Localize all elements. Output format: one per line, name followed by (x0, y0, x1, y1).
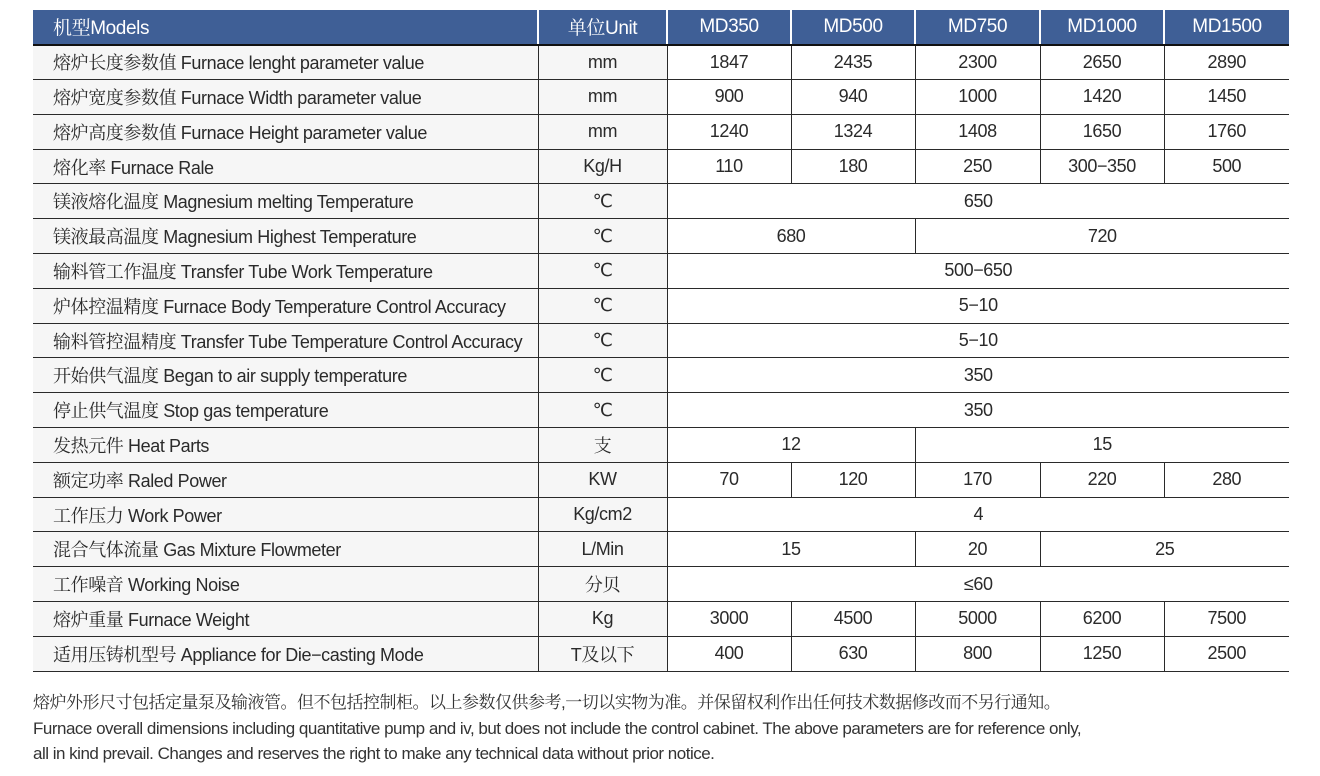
value-cell: 180 (791, 149, 915, 184)
row-label: 熔炉高度参数值 Furnace Height parameter value (33, 114, 538, 149)
value-cell: 1408 (915, 114, 1040, 149)
row-unit: ℃ (538, 358, 667, 393)
header-model-md1500: MD1500 (1164, 10, 1289, 45)
row-label: 镁液最高温度 Magnesium Highest Temperature (33, 219, 538, 254)
row-unit: ℃ (538, 184, 667, 219)
row-unit: 分贝 (538, 567, 667, 602)
value-cell: 4 (667, 497, 1289, 532)
value-cell: 650 (667, 184, 1289, 219)
value-cell: 500 (1164, 149, 1289, 184)
row-unit: 支 (538, 428, 667, 463)
table-row (33, 462, 1289, 497)
value-cell: 350 (667, 358, 1289, 393)
value-cell: 15 (667, 532, 915, 567)
value-cell: 300−350 (1040, 149, 1164, 184)
table-header-row (33, 10, 1289, 45)
table-row (33, 393, 1289, 428)
table-row (33, 184, 1289, 219)
table-row (33, 532, 1289, 567)
table-row (33, 636, 1289, 671)
value-cell: 1324 (791, 114, 915, 149)
value-cell: 1760 (1164, 114, 1289, 149)
value-cell: 940 (791, 80, 915, 115)
row-label: 输料管控温精度 Transfer Tube Temperature Control Accuracy (33, 323, 538, 358)
value-cell: 630 (791, 636, 915, 671)
table-body (33, 45, 1289, 671)
value-cell: 1847 (667, 45, 791, 80)
row-unit: ℃ (538, 288, 667, 323)
row-label: 发热元件 Heat Parts (33, 428, 538, 463)
header-model-md1000: MD1000 (1040, 10, 1164, 45)
row-unit: Kg (538, 602, 667, 637)
table-row (33, 567, 1289, 602)
value-cell: 120 (791, 462, 915, 497)
footnotes (33, 690, 1081, 767)
value-cell: 720 (915, 219, 1289, 254)
row-unit: Kg/H (538, 149, 667, 184)
row-label: 停止供气温度 Stop gas temperature (33, 393, 538, 428)
value-cell: 170 (915, 462, 1040, 497)
value-cell: 2500 (1164, 636, 1289, 671)
row-label: 熔炉宽度参数值 Furnace Width parameter value (33, 80, 538, 115)
row-unit: Kg/cm2 (538, 497, 667, 532)
value-cell: 400 (667, 636, 791, 671)
value-cell: ≤60 (667, 567, 1289, 602)
value-cell: 280 (1164, 462, 1289, 497)
row-unit: mm (538, 80, 667, 115)
row-label: 适用压铸机型号 Appliance for Die−casting Mode (33, 636, 538, 671)
value-cell: 5−10 (667, 288, 1289, 323)
table-row (33, 497, 1289, 532)
value-cell: 1000 (915, 80, 1040, 115)
row-label: 熔炉重量 Furnace Weight (33, 602, 538, 637)
footnote-english-line-1: Furnace overall dimensions including quantitative pump and iv, but does not include the control cabinet. The above parameters are for reference only, (33, 718, 1082, 738)
table-row (33, 219, 1289, 254)
header-models: 机型Models (33, 10, 538, 45)
row-unit: T及以下 (538, 636, 667, 671)
value-cell: 2435 (791, 45, 915, 80)
table-row (33, 114, 1289, 149)
row-label: 熔炉长度参数值 Furnace lenght parameter value (33, 45, 538, 80)
footnote-chinese: 熔炉外形尺寸包括定量泵及输液管。但不包括控制柜。以上参数仅供参考,一切以实物为准。并保留权利作出任何技术数据修改而不另行通知。 (33, 693, 1061, 712)
value-cell: 2650 (1040, 45, 1164, 80)
value-cell: 5−10 (667, 323, 1289, 358)
value-cell: 1420 (1040, 80, 1164, 115)
row-unit: L/Min (538, 532, 667, 567)
row-unit: ℃ (538, 393, 667, 428)
value-cell: 6200 (1040, 602, 1164, 637)
value-cell: 4500 (791, 602, 915, 637)
value-cell: 350 (667, 393, 1289, 428)
row-unit: mm (538, 114, 667, 149)
row-unit: mm (538, 45, 667, 80)
table-row (33, 288, 1289, 323)
table-row (33, 45, 1289, 80)
spec-table (33, 10, 1289, 672)
row-label: 炉体控温精度 Furnace Body Temperature Control Accuracy (33, 288, 538, 323)
value-cell: 900 (667, 80, 791, 115)
row-label: 开始供气温度 Began to air supply temperature (33, 358, 538, 393)
value-cell: 220 (1040, 462, 1164, 497)
table-row (33, 323, 1289, 358)
table-row (33, 254, 1289, 289)
table-row (33, 428, 1289, 463)
value-cell: 1240 (667, 114, 791, 149)
row-label: 输料管工作温度 Transfer Tube Work Temperature (33, 254, 538, 289)
header-unit: 单位Unit (538, 10, 667, 45)
row-label: 工作压力 Work Power (33, 497, 538, 532)
table-row (33, 80, 1289, 115)
table-row (33, 149, 1289, 184)
table-row (33, 602, 1289, 637)
value-cell: 1650 (1040, 114, 1164, 149)
row-label: 熔化率 Furnace Rale (33, 149, 538, 184)
row-unit: ℃ (538, 254, 667, 289)
header-model-md750: MD750 (915, 10, 1040, 45)
table-row (33, 358, 1289, 393)
value-cell: 12 (667, 428, 915, 463)
value-cell: 20 (915, 532, 1040, 567)
header-model-md350: MD350 (667, 10, 791, 45)
row-unit: ℃ (538, 219, 667, 254)
row-label: 混合气体流量 Gas Mixture Flowmeter (33, 532, 538, 567)
value-cell: 3000 (667, 602, 791, 637)
value-cell: 1450 (1164, 80, 1289, 115)
value-cell: 250 (915, 149, 1040, 184)
value-cell: 15 (915, 428, 1289, 463)
row-unit: ℃ (538, 323, 667, 358)
value-cell: 25 (1040, 532, 1289, 567)
value-cell: 800 (915, 636, 1040, 671)
header-model-md500: MD500 (791, 10, 915, 45)
value-cell: 2300 (915, 45, 1040, 80)
footnote-english-line-2: all in kind prevail. Changes and reserves the right to make any technical data without prior notice. (33, 744, 715, 763)
value-cell: 70 (667, 462, 791, 497)
row-label: 工作噪音 Working Noise (33, 567, 538, 602)
value-cell: 5000 (915, 602, 1040, 637)
value-cell: 500−650 (667, 254, 1289, 289)
value-cell: 680 (667, 219, 915, 254)
row-label: 镁液熔化温度 Magnesium melting Temperature (33, 184, 538, 219)
value-cell: 7500 (1164, 602, 1289, 637)
value-cell: 110 (667, 149, 791, 184)
value-cell: 2890 (1164, 45, 1289, 80)
row-label: 额定功率 Raled Power (33, 462, 538, 497)
row-unit: KW (538, 462, 667, 497)
value-cell: 1250 (1040, 636, 1164, 671)
